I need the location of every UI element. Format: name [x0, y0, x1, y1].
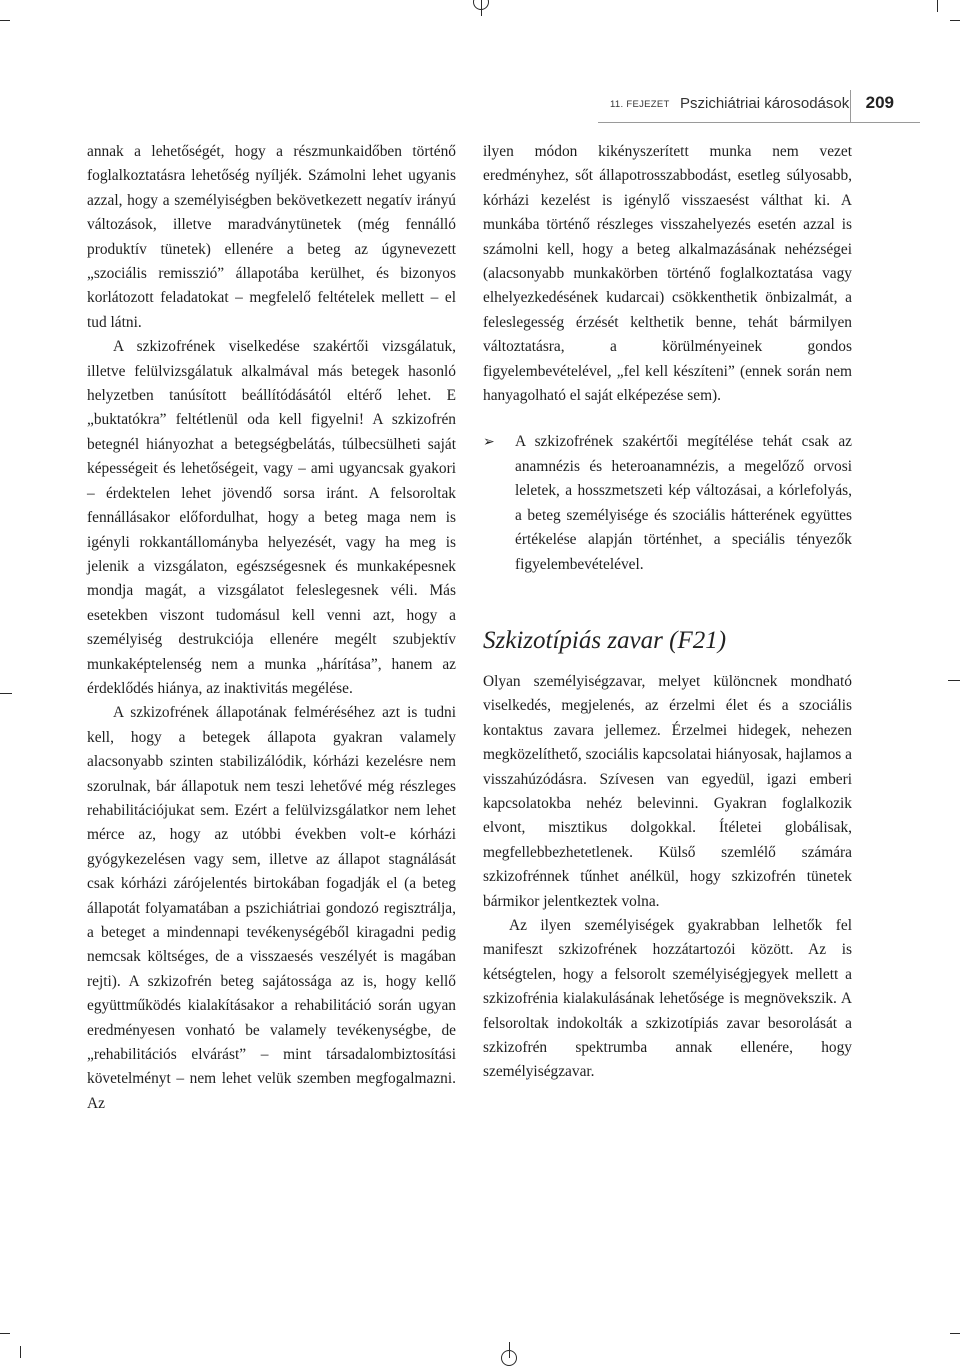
running-header — [598, 94, 920, 123]
header-divider — [850, 90, 851, 122]
registration-mark-bottom — [501, 1350, 517, 1366]
page-number: 209 — [865, 93, 894, 112]
paragraph: A szkizofrének viselkedése szakértői vizsgálatuk, illetve felülvizsgálatuk alkalmával más betegek hasonló helyzetben tanúsított beállítódásától eltérő lehet. E „buktatókra” feltétlenül oda kell figyelni! A szkizofrén betegnél hiányozhat a betegségbelátás, túlbecsülheti saját képességeit és lehetőségeit, vagy – ami ugyancsak gyakori – érdektelen lehet jövendő sorsa iránt. A felsoroltak fennállásakor előfordulhat, hogy a beteg maga nem is igényli rokkantállományba helyezését, vagy ha meg is jelenik a vizsgálaton, egészségesnek és munkaképesnek mondja magát, a vizsgálatot feleslegesnek véli. Más esetekben viszont tudomásul kell venni azt, hogy a személyiség destrukciója ellenére megélt szubjektív munkaképtelenség nem a munka „hárítása”, hanem az érdeklődés hiánya, az inaktivitás megélése. — [87, 338, 456, 697]
paragraph: Olyan személyiségzavar, melyet különcnek mondható viselkedés, megjelenés, az érzelmi élet és a szociális kontaktus zavara jellemez. Érzelmei hidegek, nehezen megközelíthető, szociális kapcsolatai hiányosak, hajlamos a visszahúzódásra. Szívesen van egyedül, igazi emberi kapcsolatokba nehéz belevinni. Gyakran foglalkozik elvont, misztikus dolgokkal. Ítéletei globálisak, megfellebbezhetetlenek. Külső szemlélő számára szkizofrénnek tűnhet anélkül, hogy szkizofrén tünetek bármikor jelentkeztek volna. — [483, 672, 852, 910]
arrow-bullet-icon: ➢ — [483, 434, 495, 451]
crop-mark-top-left — [0, 20, 10, 21]
chapter-title: Pszichiátriai károsodások — [680, 95, 850, 112]
right-column — [483, 140, 852, 1085]
crop-mark-right-mid — [948, 680, 960, 681]
paragraph-continued: annak a lehetőségét, hogy a részmunkaidőben történő foglalkoztatásra lehetőség nyíljék. Számolni lehet ugyanis azzal, hogy a személyiségben bekövetkezett negatív irányú változások, illetve maradványtünetek (még fennálló produktív tünetek) ellenére a beteg az úgynevezett „szociális remisszió” állapotába kerülhet, és bizonyos korlátozott feladatokat – megfelelő feltételek mellett – el tud látni. — [87, 143, 456, 331]
crop-mark-top-right — [950, 20, 960, 21]
crop-mark-bottom-right — [950, 1333, 960, 1334]
crop-mark-left-mid — [0, 693, 12, 694]
chapter-label: 11. FEJEZET — [610, 99, 670, 110]
crop-mark-bottom-left-v — [20, 1346, 21, 1358]
bullet-item — [483, 430, 852, 576]
left-column — [87, 140, 456, 1116]
section-title: Szkizotípiás zavar (F21) — [483, 626, 727, 654]
paragraph: Az ilyen személyiségek gyakrabban lelhetők fel manifeszt szkizofrének hozzátartozói között. Az is kétségtelen, hogy a felsorolt személyiségjegyek mellett a szkizofrénia kialakulásának lehetősége is megnövekszik. A felsoroltak indokolták a szkizotípiás zavar besorolását a szkizofrén spektrumba annak ellenére, hogy személyiségzavar. — [483, 916, 852, 1081]
crop-mark-right-top — [937, 0, 938, 12]
registration-mark-top — [473, 0, 489, 10]
crop-mark-bottom-left — [0, 1333, 10, 1334]
paragraph-continued: ilyen módon kikényszerített munka nem vezet eredményhez, sőt állapotrosszabbodást, esetleg súlyosabb, kórházi kezelést is igénylő visszaesést válthat ki. A munkába történő részleges visszahelyezés esetén azzal is számolni kell, hogy a beteg alkalmazásának nehézségei (alacsonyabb munkakörben történő foglalkoztatása vagy elhelyezkedésének kudarcai) csökkenthetik önbizalmát, a feleslegesség érzését kelthetik benne, tehát bármilyen változtatásra, a körülményeinek gondos figyelembevételével, „fel kell készíteni” (ennek során nem hanyagolható el saját elképezése sem). — [483, 143, 852, 405]
paragraph: A szkizofrének állapotának felméréséhez azt is tudni kell, hogy a betegek állapota gyakran valamely alacsonyabb szinten stabilizálódik, kórházi kezelésre nem szorulnak, bár állapotuk nem teszi lehetővé még részleges rehabilitációjukat sem. Ezért a felülvizsgálatkor nem lehet mérce az, hogy az utóbbi években volt-e kórházi gyógykezelésen vagy sem, illetve az állapot stagnálását csak kórházi zárójelentés birtokában fogadják el (a beteg állapotát folyamatában a pszichiátriai gondozó regisztrálja, a beteget a mindennapi tevékenységéből kiragadni pedig nemcsak költséges, de a visszaesés veszélyét is magában rejti). A szkizofrén beteg sajátossága az is, hogy kellő együttműködés kialakításakor a rehabilitáció során ugyan eredményesen vonható be valamely tevékenységbe, de „rehabilitációs elvárást” – mint társadalombiztosítási követelményt – nem lehet velük szemben megfogalmazni. Az — [87, 704, 456, 1112]
bullet-text: A szkizofrének szakértői megítélése tehát csak az anamnézis és heteroanamnézis, a megelőző orvosi leletek, a hosszmetszeti kép változásai, a kórlefolyás, a beteg személyisége és szociális hátterének együttes értékelése alapján történhet, a speciális tényezők figyelembevételével. — [515, 433, 852, 573]
